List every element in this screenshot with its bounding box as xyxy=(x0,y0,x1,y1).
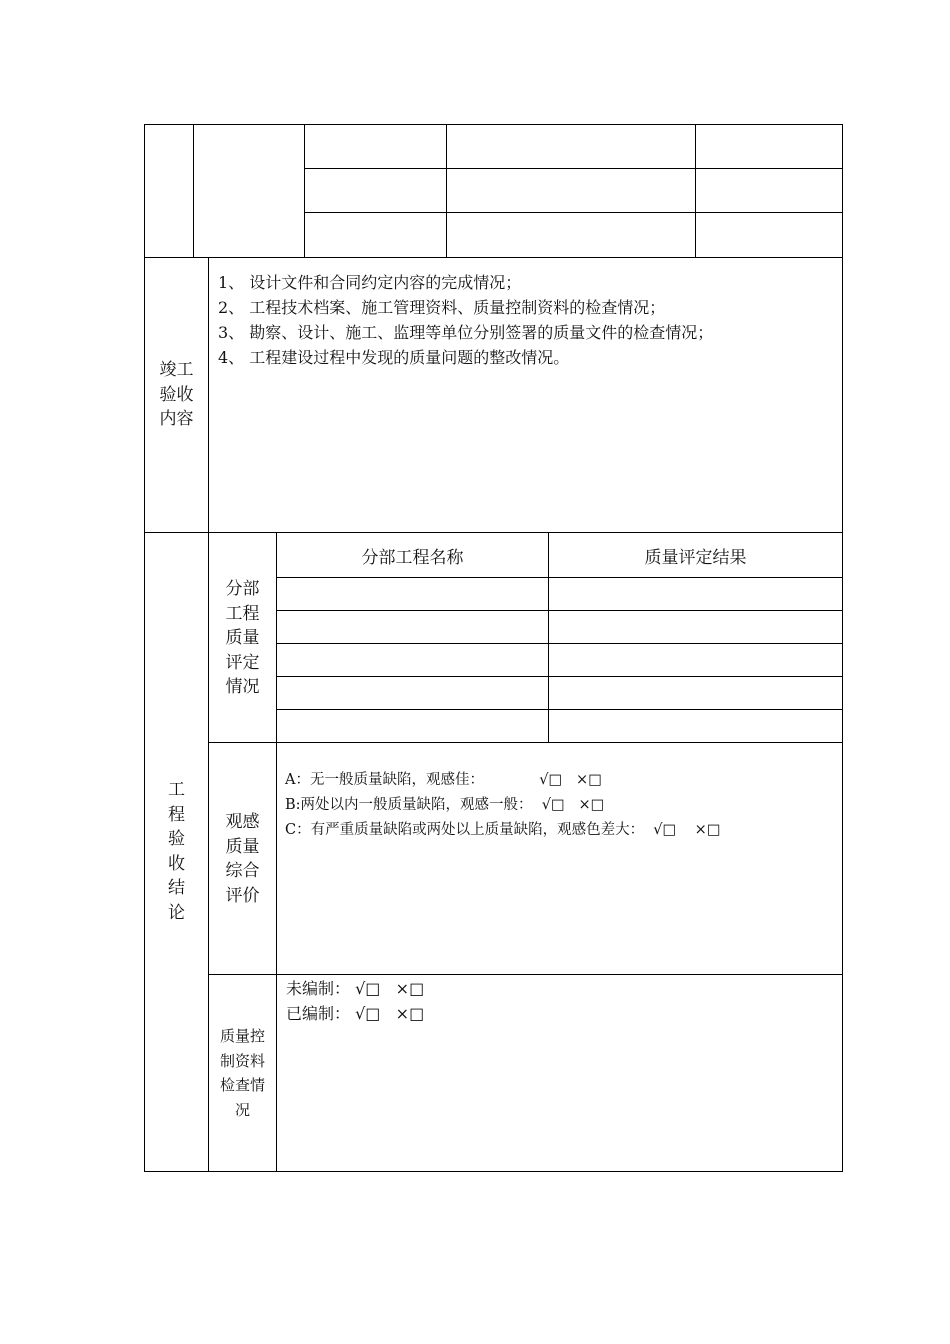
divider xyxy=(304,124,305,257)
divider xyxy=(304,168,843,169)
divider xyxy=(208,742,843,743)
divider xyxy=(276,577,843,578)
appearance-option-a[interactable]: A：无一般质量缺陷，观感佳： √□ ×□ xyxy=(285,772,602,788)
quality-docs-label: 质量控 制资料 检查情 况 xyxy=(219,1027,265,1119)
subdivision-label: 分部 工程 质量 评定 情况 xyxy=(225,579,260,697)
subdivision-header-name: 分部工程名称 xyxy=(361,547,464,568)
table-top-border xyxy=(144,124,843,125)
completion-list xyxy=(218,270,713,370)
divider xyxy=(304,212,843,213)
divider xyxy=(276,532,277,1172)
divider xyxy=(144,257,843,258)
appearance-option-b[interactable]: B:两处以内一般质量缺陷，观感一般： √□ ×□ xyxy=(285,797,605,813)
quality-docs-option-prepared[interactable]: 已编制： √□ ×□ xyxy=(286,1004,425,1023)
divider xyxy=(695,124,696,257)
divider xyxy=(276,610,843,611)
divider xyxy=(446,124,447,257)
divider xyxy=(276,643,843,644)
list-item: 1、 设计文件和合同约定内容的完成情况； xyxy=(218,273,522,292)
divider xyxy=(208,974,843,975)
table-right-border xyxy=(842,124,843,1172)
divider xyxy=(276,709,843,710)
table-bottom-border xyxy=(144,1171,843,1172)
completion-label: 竣工 验收 内容 xyxy=(159,360,194,429)
appearance-options xyxy=(285,768,721,843)
subdivision-header-result: 质量评定结果 xyxy=(644,547,747,568)
quality-docs-options xyxy=(286,976,424,1026)
divider xyxy=(193,124,194,257)
appearance-option-c[interactable]: C：有严重质量缺陷或两处以上质量缺陷，观感色差大： √□ ×□ xyxy=(285,822,721,838)
list-item: 3、 勘察、设计、施工、监理等单位分别签署的质量文件的检查情况； xyxy=(218,323,714,342)
list-item: 2、 工程技术档案、施工管理资料、质量控制资料的检查情况； xyxy=(218,298,666,317)
list-item: 4、 工程建设过程中发现的质量问题的整改情况。 xyxy=(218,348,570,367)
appearance-label: 观感 质量 综合 评价 xyxy=(225,812,260,906)
conclusion-label: 工 程 验 收 结 论 xyxy=(168,780,185,923)
divider xyxy=(276,676,843,677)
quality-docs-option-unprepared[interactable]: 未编制： √□ ×□ xyxy=(286,979,425,998)
table-left-border xyxy=(144,124,145,1172)
